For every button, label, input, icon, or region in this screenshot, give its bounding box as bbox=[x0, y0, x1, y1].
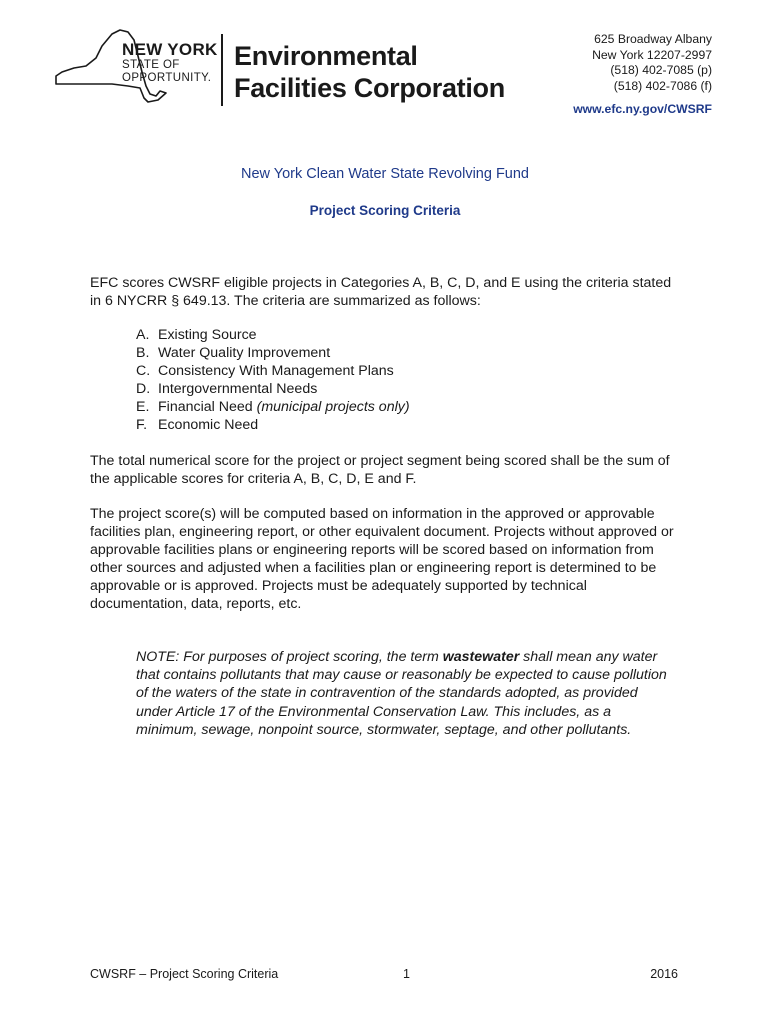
note-suffix: shall mean any water that contains pollutants that may cause or reasonably be expected to cause pollution of the waters of the state in contravention of the standards adopted, as provided under Article 17 of the Environmental Conservation Law. This includes, as a minimum, sewage, nonpoint source, stormwater, septage, and other pollutants. bbox=[136, 649, 667, 738]
note-term: wastewater bbox=[442, 649, 520, 665]
org-name bbox=[234, 40, 505, 104]
list-item bbox=[136, 362, 410, 380]
document-subtitle: Project Scoring Criteria bbox=[309, 203, 461, 218]
list-item-text: Existing Source bbox=[158, 327, 257, 343]
list-item bbox=[136, 380, 410, 398]
address-street: 625 Broadway Albany bbox=[594, 32, 712, 46]
nys-wordmark-line1: NEW YORK bbox=[122, 40, 218, 59]
footer-doc-name: CWSRF – Project Scoring Criteria bbox=[90, 967, 279, 981]
list-item-letter: D. bbox=[136, 381, 151, 397]
criteria-list bbox=[136, 326, 410, 434]
address-fax: (518) 402-7086 (f) bbox=[613, 78, 712, 93]
computation-paragraph: The project score(s) will be computed based on information in the approved or approvable facilities plan, engineering report, or other equivalent document. Projects without approved or approvable facilities plans or engineering reports will be scored based on information from other sources and adjusted when a facilities plan or engineering report is determined to be approvable or is approved. Projects must be adequately supported by technical documentation, data, reports, etc. bbox=[90, 506, 674, 612]
total-score-paragraph: The total numerical score for the project or project segment being scored shall be the sum of the applicable scores for criteria A, B, C, D, E and F. bbox=[90, 453, 670, 487]
intro-paragraph: EFC scores CWSRF eligible projects in Categories A, B, C, D, and E using the criteria stated in 6 NYCRR § 649.13. The criteria are summarized as follows: bbox=[90, 275, 672, 309]
list-item-text: Intergovernmental Needs bbox=[158, 381, 318, 397]
list-item-letter: A. bbox=[136, 327, 150, 343]
list-item-text: Financial Need bbox=[158, 399, 257, 415]
note-prefix: NOTE: For purposes of project scoring, the term bbox=[136, 649, 443, 665]
nys-wordmark-line2: STATE OF bbox=[122, 59, 180, 71]
list-item bbox=[136, 416, 410, 434]
address-city-zip: New York 12207-2997 bbox=[592, 47, 712, 62]
list-item-text: Economic Need bbox=[158, 417, 259, 433]
list-item-note: (municipal projects only) bbox=[256, 399, 410, 415]
nys-wordmark bbox=[122, 41, 218, 85]
list-item-letter: B. bbox=[136, 345, 150, 361]
footer-page-number: 1 bbox=[403, 967, 410, 981]
list-item bbox=[136, 344, 410, 362]
list-item-letter: E. bbox=[136, 399, 150, 415]
list-item-letter: F. bbox=[136, 417, 148, 433]
logo-divider bbox=[221, 34, 223, 106]
list-item-letter: C. bbox=[136, 363, 151, 379]
list-item bbox=[136, 326, 410, 344]
nys-wordmark-line3: OPPORTUNITY. bbox=[122, 72, 212, 84]
website-link[interactable]: www.efc.ny.gov/CWSRF bbox=[573, 102, 712, 116]
footer-year: 2016 bbox=[650, 967, 678, 981]
org-name-line2: Facilities Corporation bbox=[234, 73, 505, 103]
list-item-text: Water Quality Improvement bbox=[158, 345, 331, 361]
document-title: New York Clean Water State Revolving Fund bbox=[241, 166, 529, 182]
list-item bbox=[136, 398, 410, 416]
wastewater-note bbox=[136, 648, 676, 739]
org-name-line1: Environmental bbox=[234, 41, 418, 71]
contact-address bbox=[573, 32, 712, 118]
address-phone: (518) 402-7085 (p) bbox=[610, 63, 712, 77]
list-item-text: Consistency With Management Plans bbox=[158, 363, 394, 379]
